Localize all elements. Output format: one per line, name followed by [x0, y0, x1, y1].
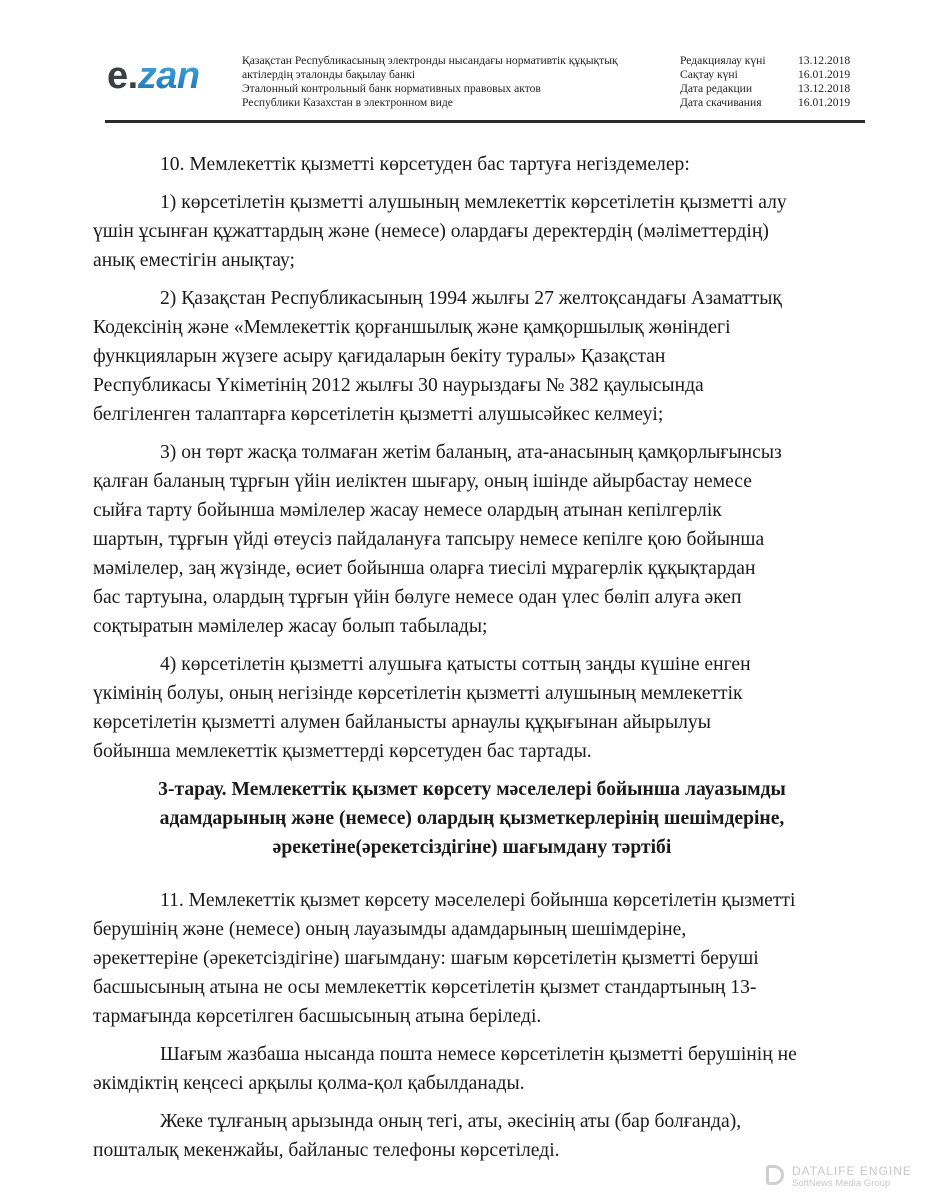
ezan-logo: [107, 54, 200, 98]
header-dates: [680, 54, 850, 110]
text-line: көрсетілетін қызметті алумен байланысты арнаулы құқығынан айырылуы: [93, 712, 711, 733]
paragraph-complaint-form: [93, 1040, 851, 1098]
text-line: соқтыратын мәмілелер жасау болып табылады;: [93, 616, 488, 637]
header-line: Эталонный контрольный банк нормативных правовых актов: [242, 82, 541, 95]
text-line: функцияларын жүзеге асыру қағидаларын бекіту туралы» Қазақстан: [93, 346, 666, 367]
date-value: 13.12.2018: [798, 82, 851, 95]
text-line: пошталық мекенжайы, байланыс телефоны көрсетіледі.: [93, 1140, 560, 1161]
date-label: Сақтау күні: [680, 68, 738, 81]
text-line: қалған баланың тұрғын үйін иеліктен шығару, оның ішінде айырбастау немесе: [93, 471, 752, 492]
header-description: [242, 54, 618, 110]
date-label: Редакциялау күні: [680, 54, 766, 67]
text-line: мәмілелер, заң жүзінде, өсиет бойынша оларға тиесілі мұрагерлік құқықтардан: [93, 558, 756, 579]
document-header: [105, 48, 865, 124]
header-line: Қазақстан Республикасының электронды нысандағы нормативтік құқықтық: [242, 54, 618, 67]
paragraph-item-1: [93, 188, 851, 275]
header-line: актілердің эталонды бақылау банкі: [242, 68, 416, 81]
date-label: Дата редакции: [680, 82, 753, 95]
text-line: 2) Қазақстан Республикасының 1994 жылғы 27 желтоқсандағы Азаматтық: [160, 288, 782, 309]
paragraph-item-4: [93, 650, 851, 766]
chapter-heading: [93, 775, 851, 862]
text-line: шартын, тұрғын үйді өтеусіз пайдалануға тапсыру немесе кепілге қою бойынша: [93, 529, 765, 550]
text-line: 3) он төрт жасқа толмаған жетім баланың, ата-анасының қамқорлығынсыз: [160, 442, 782, 463]
header-line: Республики Казахстан в электронном виде: [242, 96, 453, 109]
document-body: [93, 150, 851, 1174]
date-row: [680, 82, 850, 96]
text-line: белгіленген талаптарға көрсетілетін қызметті алушысәйкес келмеуі;: [93, 404, 664, 425]
date-value: 16.01.2019: [798, 68, 851, 81]
text-line: 1) көрсетілетін қызметті алушының мемлекеттік көрсетілетін қызметті алу: [160, 192, 787, 213]
text-line: Шағым жазбаша нысанда пошта немесе көрсетілетін қызметті берушінің не: [160, 1044, 797, 1065]
paragraph-10: [93, 150, 851, 179]
text-line: сыйға тарту бойынша мәмілелер жасау немесе олардың атынан кепілгерлік: [93, 500, 722, 521]
text-line: әкімдіктің кеңсесі арқылы қолма-қол қабылданады.: [93, 1073, 525, 1094]
text-line: 4) көрсетілетін қызметті алушыға қатысты соттың заңды күшіне енген: [160, 654, 751, 675]
paragraph-item-2: [93, 284, 851, 429]
text-line: тармағында көрсетілген басшысының атына беріледі.: [93, 1006, 542, 1027]
date-row: [680, 96, 850, 110]
date-label: Дата скачивания: [680, 96, 762, 109]
text-line: Жеке тұлғаның арызында оның тегі, аты, әкесінің аты (бар болғанда),: [160, 1111, 742, 1132]
text-line: бойынша мемлекеттік қызметтерді көрсетуден бас тартады.: [93, 741, 592, 762]
text-line: 11. Мемлекеттік қызмет көрсету мәселелері бойынша көрсетілетін қызметті: [160, 890, 796, 911]
paragraph-item-3: [93, 438, 851, 641]
watermark-title: DATALIFE ENGINE: [792, 1164, 912, 1178]
heading-line: 3-тарау. Мемлекеттік қызмет көрсету мәселелері бойынша лауазымды: [158, 779, 786, 800]
datalife-logo-icon: [766, 1165, 784, 1185]
header-divider: [105, 120, 865, 123]
watermark-subtitle: SoftNews Media Group: [792, 1178, 891, 1189]
text-line: берушінің және (немесе) оның лауазымды адамдарының шешімдеріне,: [93, 919, 687, 940]
paragraph-11: [93, 886, 851, 1031]
date-value: 16.01.2019: [798, 96, 851, 109]
heading-line: әрекетіне(әрекетсіздігіне) шағымдану тәртібі: [272, 837, 672, 858]
text-line: әрекеттеріне (әрекетсіздігіне) шағымдану: шағым көрсетілетін қызметті беруші: [93, 948, 759, 969]
datalife-engine-watermark: [762, 1163, 927, 1193]
heading-line: адамдарының және (немесе) олардың қызметкерлерінің шешімдеріне,: [159, 808, 785, 829]
text-line: Республикасы Үкіметінің 2012 жылғы 30 наурыздағы № 382 қаулысында: [93, 375, 704, 396]
text-line: үшін ұсынған құжаттардың және (немесе) олардағы деректердің (мәліметтердің): [93, 221, 769, 242]
paragraph-applicant-details: [93, 1107, 851, 1165]
date-row: [680, 54, 850, 68]
logo-part-zan: zan: [137, 55, 200, 97]
text-line: 10. Мемлекеттік қызметті көрсетуден бас тартуға негіздемелер:: [160, 154, 690, 175]
date-value: 13.12.2018: [798, 54, 851, 67]
logo-part-e: e.: [107, 55, 138, 97]
text-line: анық еместігін анықтау;: [93, 250, 295, 271]
text-line: бас тартуына, олардың тұрғын үйін бөлуге немесе одан үлес бөліп алуға әкеп: [93, 587, 742, 608]
text-line: басшысының атына не осы мемлекеттік көрсетілетін қызмет стандартының 13-: [93, 977, 757, 998]
date-row: [680, 68, 850, 82]
text-line: үкімінің болуы, оның негізінде көрсетілетін қызметті алушының мемлекеттік: [93, 683, 743, 704]
text-line: Кодексінің және «Мемлекеттік қорғаншылық және қамқоршылық жөніндегі: [93, 317, 731, 338]
